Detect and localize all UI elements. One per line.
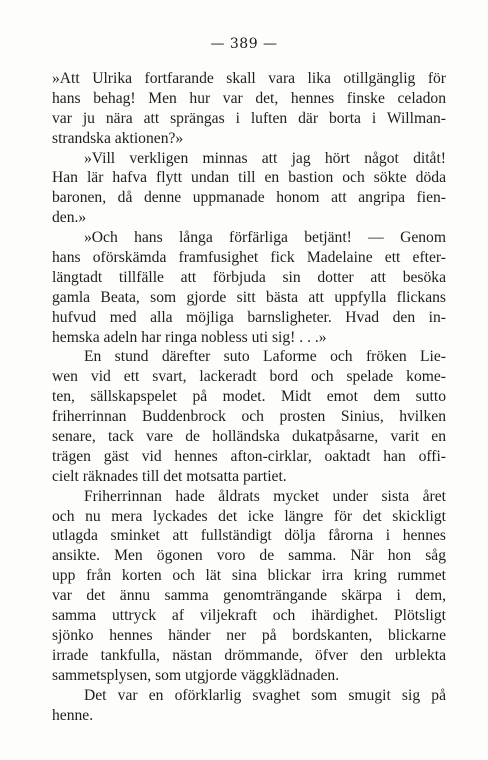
text-line: Friherrinnan hade åldrats mycket under sista året xyxy=(84,487,446,505)
text-line: wen vid ett svart, lackeradt bord och spelade kome- xyxy=(52,368,446,386)
text-line: ansikte. Men ögonen voro de samma. När hon såg xyxy=(52,547,446,565)
text-line: trägen gäst vid hennes afton-cirklar, oaktadt han offi- xyxy=(52,447,446,465)
text-line: gamla Beata, som gjorde sitt bästa att uppfylla flickans xyxy=(52,288,446,306)
text-line: »Vill verkligen minnas att jag hört något ditåt! xyxy=(84,149,446,167)
text-line: »Att Ulrika fortfarande skall vara lika otillgänglig för xyxy=(52,70,446,87)
text-line: samma uttryck af viljekraft och ihärdighet. Plötsligt xyxy=(52,607,446,625)
text-line: »Och hans långa förfärliga betjänt! — Genom xyxy=(84,229,446,247)
page-number: — 389 — xyxy=(210,36,278,52)
text-line: cielt räknades till det motsatta partiet. xyxy=(52,467,287,485)
text-line: hans oförskämda framfusighet fick Madelaine ett efter- xyxy=(52,249,446,267)
text-line: henne. xyxy=(52,706,94,724)
text-line: senare, tack vare de holländska dukatpåsarne, varit en xyxy=(52,428,446,446)
text-line: var ju nära att sprängas i luften där borta i Willman- xyxy=(52,109,446,127)
text-line: irrade tankfulla, nästan drömmande, öfver den urblekta xyxy=(52,646,446,664)
text-line: ten, sällskapspelet på modet. Midt emot dem sutto xyxy=(52,388,446,406)
text-line: sammetsplysen, som utgjorde väggklädnaden. xyxy=(52,666,340,684)
text-line: baronen, då denne uppmanade honom att angripa fien- xyxy=(52,189,446,207)
text-line: sjönko hennes händer ner på bordskanten, blickarne xyxy=(52,626,446,644)
text-line: och nu mera lyckades det icke längre för det skickligt xyxy=(52,507,446,525)
text-line: hufvud med alla möjliga barnsligheter. Hvad den in- xyxy=(52,308,446,326)
text-line: strandska aktionen?» xyxy=(52,129,184,147)
text-line: den.» xyxy=(52,209,87,227)
text-line: friherrinnan Buddenbrock och prosten Sinius, hvilken xyxy=(52,408,446,426)
text-line: Det var en oförklarlig svaghet som smugit sig på xyxy=(84,686,446,704)
text-line: hemska adeln har ringa nobless uti sig! . . .» xyxy=(52,328,327,346)
text-line: upp från korten och lät sina blickar irra kring rummet xyxy=(52,567,446,585)
text-line: var det ännu samma genomträngande skärpa i dem, xyxy=(52,587,446,605)
text-line: utlagda sminket att fullständigt dölja fårorna i hennes xyxy=(52,527,446,545)
text-line: längtadt tillfälle att förbjuda sin dotter att besöka xyxy=(52,268,446,286)
text-line: En stund därefter suto Laforme och fröken Lie- xyxy=(84,348,446,366)
text-line: Han lär hafva flytt undan till en bastion och sökte döda xyxy=(52,169,446,187)
body-text xyxy=(52,69,446,725)
text-line: hans behag! Men hur var det, hennes finske celadon xyxy=(52,89,446,107)
